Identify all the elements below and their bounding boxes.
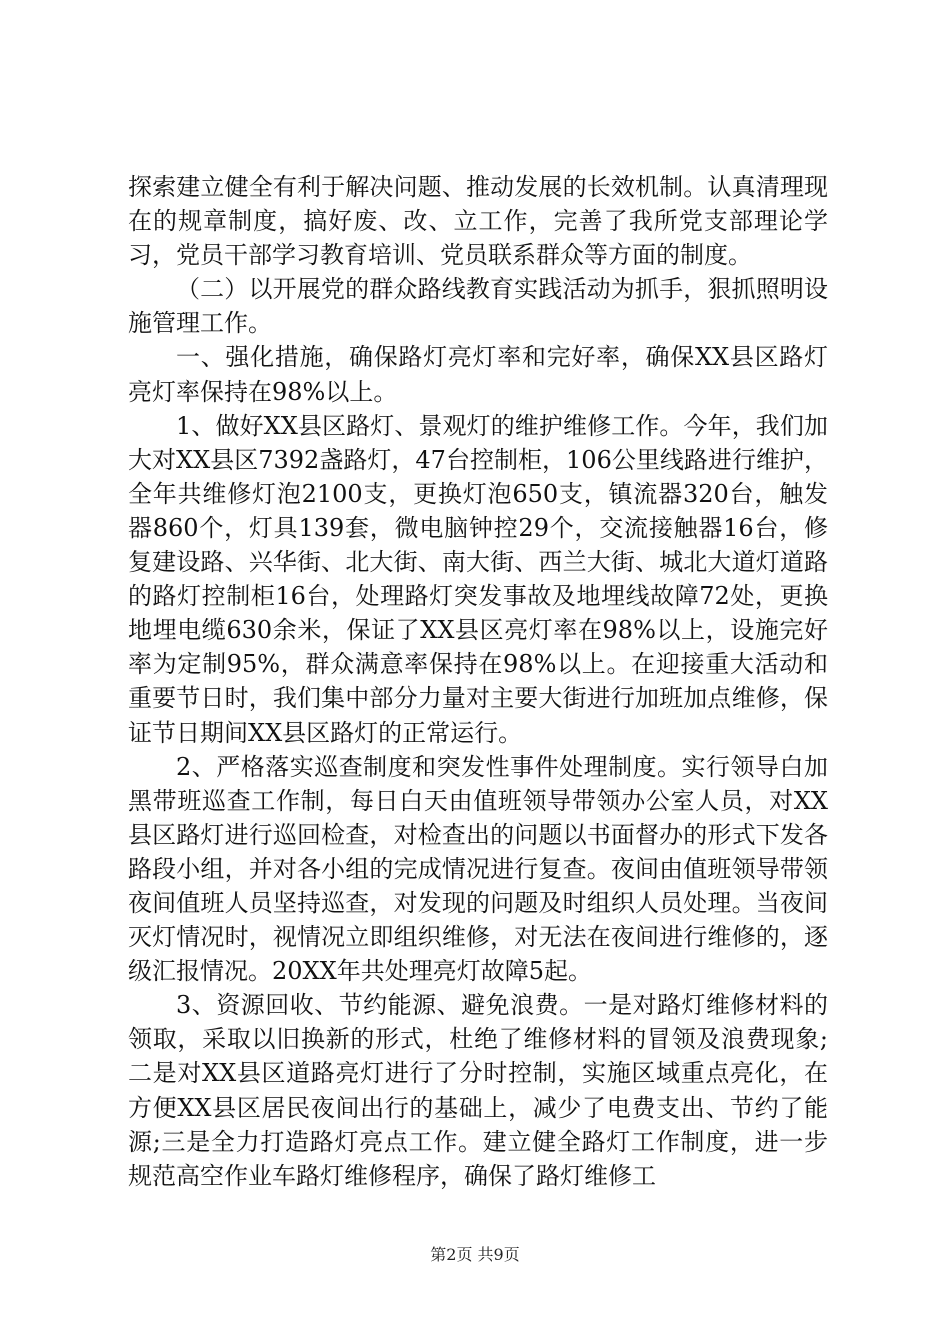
paragraph-2: （二）以开展党的群众路线教育实践活动为抓手，狠抓照明设施管理工作。 [128, 275, 828, 338]
page-footer [0, 1245, 950, 1265]
paragraph-5: 2、严格落实巡查制度和突发性事件处理制度。实行领导白加黑带班巡查工作制，每日白天由值班领导带领办公室人员，对XX县区路灯进行巡回检查，对检查出的问题以书面督办的形式下发各路段小组，并对各小组的完成情况进行复查。夜间由值班领导带领夜间值班人员坚持巡查，对发现的问题及时组织人员处理。当夜间灭灯情况时，视情况立即组织维修，对无法在夜间进行维修的，逐级汇报情况。20XX年共处理亮灯故障5起。 [128, 752, 828, 986]
paragraph-4: 1、做好XX县区路灯、景观灯的维护维修工作。今年，我们加大对XX县区7392盏路灯，47台控制柜，106公里线路进行维护，全年共维修灯泡2100支，更换灯泡650支，镇流器320台，触发器860个，灯具139套，微电脑钟控29个，交流接触器16台，修复建设路、兴华街、北大街、南大街、西兰大街、城北大道灯道路的路灯控制柜16台，处理路灯突发事故及地埋线故障72处，更换地埋电缆630余米，保证了XX县区亮灯率在98%以上，设施完好率为定制95%，群众满意率保持在98%以上。在迎接重大活动和重要节日时，我们集中部分力量对主要大街进行加班加点维修，保证节日期间XX县区路灯的正常运行。 [128, 411, 828, 747]
page-number-label: 第2页 共9页 [430, 1245, 520, 1264]
paragraph-3: 一、强化措施，确保路灯亮灯率和完好率，确保XX县区路灯亮灯率保持在98%以上。 [128, 343, 828, 406]
paragraph-1: 探索建立健全有利于解决问题、推动发展的长效机制。认真清理现在的规章制度，搞好废、改、立工作，完善了我所党支部理论学习，党员干部学习教育培训、党员联系群众等方面的制度。 [128, 173, 828, 270]
paragraph-6: 3、资源回收、节约能源、避免浪费。一是对路灯维修材料的领取，采取以旧换新的形式，杜绝了维修材料的冒领及浪费现象;二是对XX县区道路亮灯进行了分时控制，实施区域重点亮化，在方便XX县区居民夜间出行的基础上，减少了电费支出、节约了能源;三是全力打造路灯亮点工作。建立健全路灯工作制度，进一步规范高空作业车路灯维修程序，确保了路灯维修工 [128, 991, 828, 1190]
document-body [128, 170, 828, 1193]
